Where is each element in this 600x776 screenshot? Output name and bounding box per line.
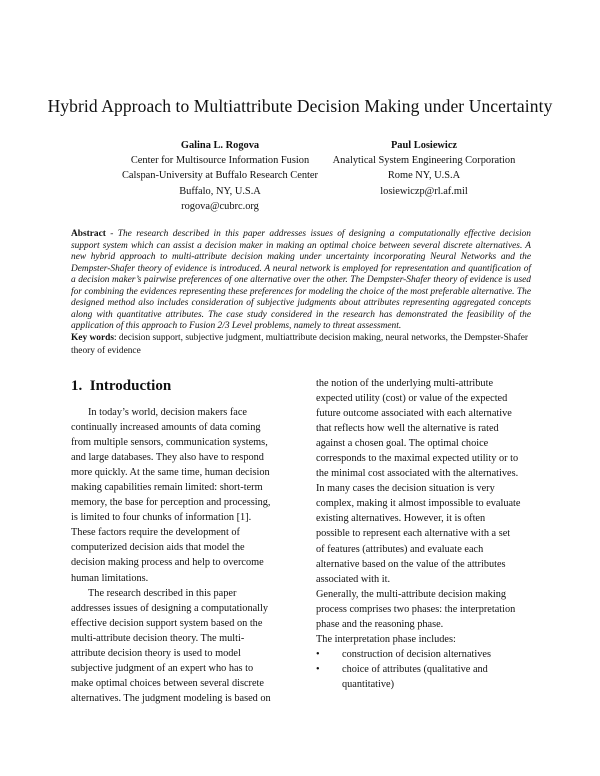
paragraph-line: human limitations. [71, 572, 149, 584]
paragraph-line: In many cases the decision situation is very [316, 483, 495, 495]
paragraph-line: continually increased amounts of data coming [71, 422, 261, 434]
section-title: Introduction [89, 378, 172, 394]
list-item [316, 647, 534, 662]
paragraph-line: possible to represent each alternative with a set [316, 528, 511, 540]
paragraph-line: corresponds to the maximal expected utility or to [316, 453, 519, 465]
section-heading [71, 378, 171, 395]
author-location: Rome NY, U.S.A [387, 170, 461, 182]
list-item-text: choice of attributes (qualitative and [342, 663, 488, 675]
list-item [316, 662, 534, 692]
author-affiliation: Analytical System Engineering Corporation [332, 155, 516, 167]
bullet-icon: • [316, 663, 320, 675]
list-item-text: construction of decision alternatives [342, 648, 491, 660]
left-column [71, 405, 281, 706]
abstract [71, 229, 531, 333]
paragraph-line: subjective judgment of an expert who has to [71, 662, 254, 674]
paragraph-line: alternatives. The judgment modeling is based on [71, 692, 271, 704]
keywords [71, 332, 541, 357]
author-email: losiewiczp@rl.af.mil [380, 185, 468, 197]
paragraph-line: make optimal choices between several discrete [71, 677, 264, 689]
paragraph-line: addresses issues of designing a computationally [71, 602, 269, 614]
keywords-text: : decision support, subjective judgment, multiattribute decision making, neural networks, the Dempster-Shafer theory of evidence [71, 333, 529, 356]
paragraph-line: memory, the base for perception and processing, [71, 497, 271, 509]
paragraph-line: future outcome associated with each alternative [316, 408, 512, 420]
paragraph-line: that reflects how well the alternative is rated [316, 423, 499, 435]
section-number: 1. [71, 378, 83, 394]
paragraph-line: decision making process and help to overcome [71, 557, 264, 569]
paragraph-line: associated with it. [316, 573, 391, 585]
paragraph-line: expected utility (cost) or value of the expected [316, 393, 508, 405]
paper-title: Hybrid Approach to Multiattribute Decision Making under Uncertainty [47, 96, 553, 116]
bullet-list [316, 647, 534, 692]
bullet-icon: • [316, 648, 320, 660]
paragraph-line: effective decision support system based on the [71, 617, 263, 629]
paragraph-line: existing alternatives. However, it is often [316, 513, 486, 525]
paragraph-line: multi-attribute decision theory. The multi- [71, 632, 245, 644]
paragraph-line: the minimal cost associated with the alternatives. [316, 468, 519, 480]
list-item-text: quantitative) [342, 678, 395, 690]
paragraph-line: complex, making it almost impossible to evaluate [316, 498, 521, 510]
paragraph-line: phase and the reasoning phase. [316, 618, 444, 630]
author-affiliation: Center for Multisource Information Fusion [130, 155, 310, 167]
paragraph-line: and large databases. They also have to respond [71, 452, 264, 464]
paragraph-line: The research described in this paper [88, 587, 237, 599]
author-name: Galina L. Rogova [180, 140, 260, 151]
paragraph-line: alternative based on the value of the attributes [316, 558, 506, 570]
author-block-1 [120, 138, 320, 214]
paragraph-line: from multiple sensors, communication systems, [71, 437, 268, 449]
paragraph-line: In today’s world, decision makers face [88, 407, 247, 418]
paragraph-line: computerized decision aids that model the [71, 542, 245, 554]
author-name: Paul Losiewicz [390, 140, 458, 151]
author-email: rogova@cubrc.org [181, 200, 259, 212]
paragraph-line: Generally, the multi-attribute decision making [316, 588, 507, 600]
paragraph-line: making capabilities remain limited: short-term [71, 482, 263, 494]
paragraph-line: attribute decision theory is used to model [71, 647, 241, 659]
paragraph-line: of features (attributes) and evaluate each [316, 543, 484, 555]
paragraph-line: The interpretation phase includes: [316, 633, 456, 645]
paragraph-line: These factors require the development of [71, 527, 240, 539]
abstract-text: - The research described in this paper addresses issues of designing a computationally effective decision support system which can assist a decision maker in making an optimal choice between several discrete alternatives. A new hybrid approach to multi-attribute decision making under uncertainty incorporating Neural Networks and the Dempster-Shafer theory of evidence is introduced. A neural network is employed for representation and quantification of a decision maker’s pairwise preferences of one alternative over the other. The Dempster-Shafer theory of evidence is used for combining the evidences representing these preferences for modeling the choice of the most preferable alternative. The designed method also includes consideration of subjective judgments about attributes representing aggregated concepts along with quantitative attributes. The case study considered in the research has demonstrated the feasibility of the application of this approach to Fusion 2/3 Level problems, namely to threat assessment. [71, 229, 531, 331]
right-column [316, 376, 534, 692]
paragraph-line: more quickly. At the same time, human decision [71, 467, 270, 479]
author-location: Buffalo, NY, U.S.A [179, 185, 261, 197]
paragraph-line: is limited to four chunks of information [1]. [71, 512, 252, 524]
keywords-label: Key words [71, 333, 114, 343]
author-affiliation: Calspan-University at Buffalo Research Center [121, 170, 319, 182]
abstract-label: Abstract [71, 229, 106, 239]
paragraph-line: process comprises two phases: the interpretation [316, 603, 516, 615]
author-block-2 [324, 138, 524, 199]
paragraph-line: the notion of the underlying multi-attribute [316, 378, 494, 389]
paragraph-line: against a chosen goal. The optimal choice [316, 438, 489, 450]
